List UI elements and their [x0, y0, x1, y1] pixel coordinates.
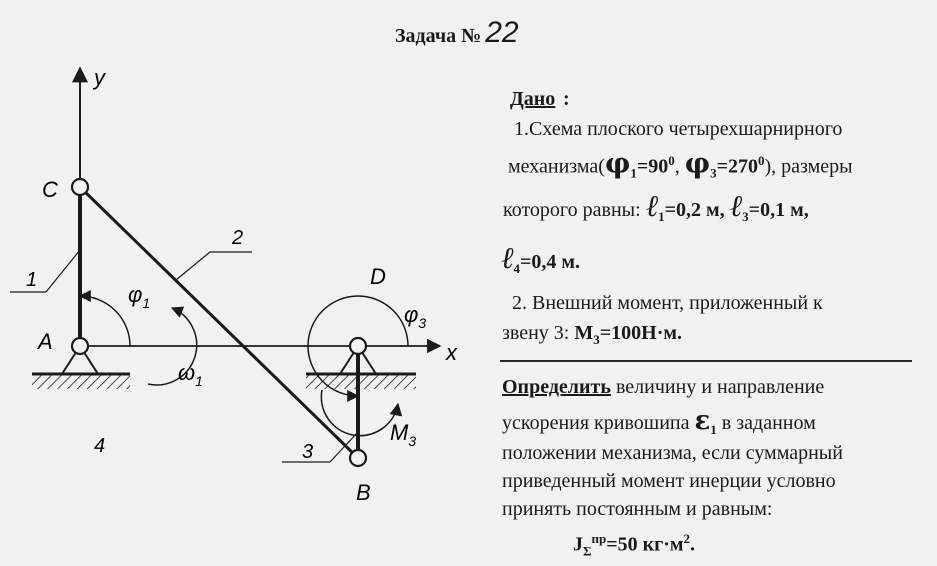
find-line1: Определить величину и направление: [502, 376, 825, 398]
section-divider: [500, 360, 912, 362]
given-item1-line3: которого равны: ℓ$_1$=0,2 м, ℓ$_3$=0,1 м,: [503, 190, 809, 224]
title-number: 22: [485, 16, 519, 49]
x-axis-label: x: [446, 340, 457, 365]
link-3-label: 3: [302, 441, 314, 463]
joint-b: [350, 450, 366, 466]
link-1-label: 1: [26, 269, 38, 291]
given-item1-line2: $механизма(\varphi_1=90^0$, $\varphi_3=270^0$), размеры: [508, 146, 853, 181]
title-prefix: Задача №: [395, 25, 482, 47]
point-a-label: A: [38, 329, 53, 354]
given-item1-line1: 1.Схема плоского четырехшарнирного: [514, 118, 843, 140]
given-colon: :: [563, 88, 570, 110]
inertia-formula: $J_\Sigma^{пр}=50$ $кг\cdot м^2$.: [573, 531, 696, 559]
link-2-label: 2: [232, 227, 244, 249]
find-line2: ускорения кривошипа $\varepsilon_1$ в заданном: [502, 406, 816, 437]
mechanism-diagram: [0, 40, 480, 560]
joint-c: [72, 179, 88, 195]
link1-leader: [46, 250, 80, 292]
ground-hatch-a: [32, 375, 130, 389]
phi1-arc: [80, 296, 130, 346]
y-axis-label: y: [94, 65, 105, 90]
given-item2-line1: 2. Внешний момент, приложенный к: [512, 292, 823, 314]
phi1-label: $\varphi_1$: [128, 282, 151, 311]
given-item1-line4: ℓ$_4$=0,4 м.: [501, 242, 581, 276]
find-line3: положении механизма, если суммарный: [502, 442, 843, 464]
point-b-label: B: [356, 480, 371, 505]
find-line4: приведенный момент инерции условно: [502, 470, 836, 492]
given-item2-line2: звену 3: $M_3=100Н\cdot м$.: [502, 322, 683, 347]
link-4-label: 4: [94, 435, 106, 457]
joint-d: [350, 338, 366, 354]
point-d-label: D: [370, 264, 386, 289]
joint-a: [72, 338, 88, 354]
phi3-label: $\varphi_3$: [404, 302, 427, 331]
link2-leader: [176, 252, 210, 280]
find-line5: принять постоянным и равным:: [502, 498, 773, 520]
moment-m3-label: $M_3$: [390, 420, 417, 449]
link-cb: [80, 187, 358, 458]
omega1-label: $\omega_1$: [178, 360, 203, 389]
point-c-label: C: [42, 177, 58, 202]
given-heading: Дано: [510, 88, 556, 110]
